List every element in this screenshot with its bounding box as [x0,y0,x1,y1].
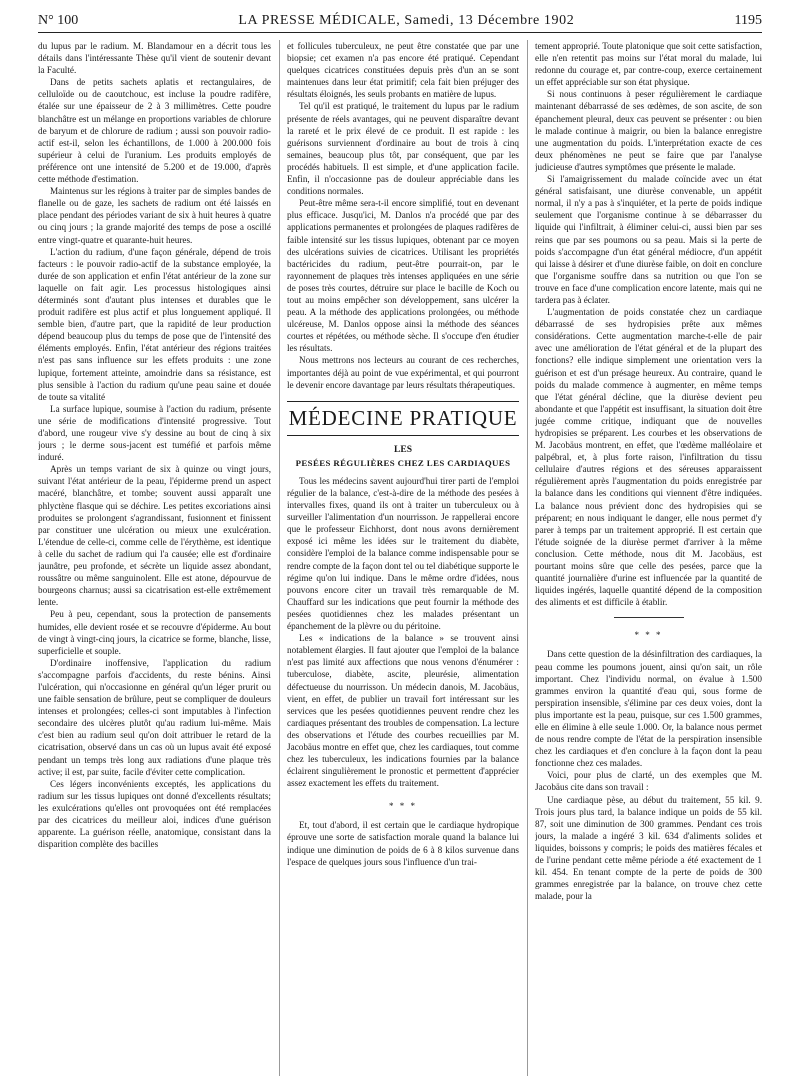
section-break-stars: * * * [634,630,663,641]
paragraph: Ces légers inconvénients exceptés, les applications du radium sur les tissus lupiques ont donné d'excellents résultats; les exulcérations qu'elles ont provoquées ont été remplacées par des cicatrices du meilleur aloi, indices d'une guérison apparente. La guérison réelle, anatomique, consistant dans la disparition complète des bacilles [38,778,271,850]
paragraph: Et, tout d'abord, il est certain que le cardiaque hydropique éprouve une sorte de satisfaction morale quand la balance lui indique une diminution de poids de 6 à 8 kilos survenue dans l'espace de quelques jours sous l'influence d'un trai- [287,820,519,867]
section-break-stars: * * * [389,801,417,812]
paragraph: Tel qu'il est pratiqué, le traitement du lupus par le radium présente de réels avantages, qui ne peuvent disparaître devant la rareté et le prix élevé de ce produit. Il est rapide : les guérisons surviennent d'ordinaire au bout de trois à cinq semaines, beaucoup plus tôt, par conséquent, que par les procédés habituels. Il est simple, et d'une application facile. Enfin, il n'occasionne pas de douleur appréciable dans les conditions normales. [287,101,519,197]
paragraph: Si l'amaigrissement du malade coïncide avec un état général satisfaisant, une diurèse convenable, un appétit normal, il n'y a pas à s'inquiéter, et la perte de poids indique seulement que l'organisme continue à se débarrasser du liquide qui l'infiltrait, à éliminer celui-ci, aussi bien par ses reins que par ses poumons ou sa peau. Mais si la perte de poids s'accompagne d'un état général médiocre, d'un appétit qui laisse à désirer et d'une diurèse faible, on doit en conclure que l'organisme souffre dans sa nutrition ou que l'on se trouve en face d'une complication encore latente, mais qui ne tardera pas à éclater. [535,174,762,305]
paragraph: tement approprié. Toute platonique que soit cette satisfaction, elle n'en retentit pas moins sur l'état moral du malade, lui redonne du courage et, par contre-coup, exerce certainement un effet appréciable sur son état physique. [535,41,762,88]
page-number: 1195 [734,13,762,28]
paragraph: Nous mettrons nos lecteurs au courant de ces recherches, importantes déjà au point de vue expérimental, et qui pourront le devenir encore davantage par leurs résultats thérapeutiques. [287,355,519,390]
column-2 [287,40,519,1082]
divider [614,617,684,618]
article-kicker: LES [394,444,412,455]
section-title: MÉDECINE PRATIQUE [287,401,519,436]
paragraph: et follicules tuberculeux, ne peut être constatée que par une biopsie; cet examen n'a pas encore été pratiqué. Cependant quelques cicatrices constituées depuis près d'un an se sont maintenues dans leur état primitif; cela fait bien préjuger des résultats éloignés, les seuls probants en matière de lupus. [287,41,519,100]
page-header [38,10,762,33]
paragraph: Maintenus sur les régions à traiter par de simples bandes de flanelle ou de gaze, les sachets de radium ont été laissés en place pendant des périodes variant de six à huit heures à quatre ou cinq jours ; la grande majorité des temps de pose a oscillé entre vingt-quatre et quarante-huit heures. [38,186,271,245]
paragraph: D'ordinaire inoffensive, l'application du radium s'accompagne parfois d'accidents, du reste bénins. Ainsi l'ulcération, qui n'occasionne en général qu'un léger prurit ou une faible sensation de brûlure, peut se compliquer de douleurs intenses et prolongées; celles-ci sont imputables à l'infection secondaire des ulcères plutôt qu'au radium lui-même. Mais c'est bien au radium seul qu'on doit attribuer le retard de la cicatrisation, observé dans un cas où un lupus avait été exposé pendant un temps très long aux radiations d'une plaque très active; il est, par suite, facile d'éviter cette complication. [38,657,271,777]
issue-number: N° 100 [38,13,79,28]
paragraph: Peu à peu, cependant, sous la protection de pansements humides, elle devient rosée et se recouvre d'épiderme. Au bout de vingt à vingt-cinq jours, la cicatrice se forme, blanche, lisse, superficielle et souple. [38,609,271,656]
paragraph: Tous les médecins savent aujourd'hui tirer parti de l'emploi régulier de la balance, c'est-à-dire de la méthode des pesées à intervalles fixes, quand ils ont à traiter un tuberculeux ou à surveiller l'alimentation d'un nourrisson. Je rappellerai encore que le professeur Eichhorst, dont nous avons dernièrement exposé ici même les idées sur le traitement du diabète, considère l'emploi de la balance comme indispensable pour se rendre compte de la façon dont tel ou tel diabétique supporte le régime qu'on lui indique. Dans le même ordre d'idées, nous pouvons encore citer un travail très remarquable de M. Chauffard sur les indications que peut fournir la méthode des pesées quotidiennes chez les malades présentant un épanchement de la plèvre ou du péritoine. [287,475,519,632]
column-rule [279,40,280,1076]
paragraph: Voici, pour plus de clarté, un des exemples que M. Jacobäus cite dans son travail : [535,770,762,793]
paragraph: Dans de petits sachets aplatis et rectangulaires, de celluloïde ou de caoutchouc, est incluse la poudre radifère, étalée sur une épaisseur de 2 à 3 millimètres. Cette poudre blanchâtre est un mélange en proportions variables de chlorure de baryum et de chlorure de radium ; aussi son pouvoir radio-actif est-il, selon les échantillons, de 1.000 à 200.000 fois supérieur à celui de l'uranium. Les produits employés de préférence ont une intensité de 5.200 et de 19.000, d'après cette méthode d'estimation. [38,77,271,185]
paragraph: Les « indications de la balance » se trouvent ainsi notablement élargies. Il faut ajouter que l'emploi de la balance n'est pas limité aux affections que nous venons d'énumérer : tuberculose, diabète, ascite, pleurésie, alimentation défectueuse du nourrisson. Un médecin danois, M. Jacobäus, vient, en effet, de publier un travail fort intéressant sur les services que les pesées quotidiennes peuvent rendre chez les cardiaques présentant des troubles de compensation. La lecture des observations et l'étude des courbes recueillies par M. Jacobäus montre en effet que, chez les cardiaques, tout comme chez les tuberculeux, les indications fournies par la balance éclairent singulièrement le pronostic et permettent d'apprécier assez exactement les effets du traitement. [287,633,519,789]
paragraph: Après un temps variant de six à quinze ou vingt jours, suivant l'état antérieur de la peau, l'épiderme prend un aspect macéré, blanchâtre, et tombe; souvent aussi apparaît une phlyctène flasque qui se déchire. Les petites excoriations ainsi produites se prolongent s'agrandissant, fusionnent et finissent par constituer une ulcération ou mieux une exulcération. L'étendue de celle-ci, comme celle de l'érythème, est identique à celle du sachet de radium qui l'a causée; elle est d'ordinaire jaunâtre, peu profonde, et sécrète un liquide assez abondant, roussâtre ou même sanguinolent. Elle est atone, dépourvue de bourgeons charnus; aussi sa cicatrisation est-elle extrêmement lente. [38,464,271,608]
paragraph: Si nous continuons à peser régulièrement le cardiaque maintenant débarrassé de ses œdèmes, de son ascite, de son épanchement pleural, deux cas peuvent se présenter : ou bien le malade continue à maigrir, ou bien la balance enregistre une augmentation du poids. L'interprétation exacte de ces deux phénomènes ne peut se faire que par l'analyse judicieuse d'autres symptômes que présente le malade. [535,89,762,172]
paragraph: du lupus par le radium. M. Blandamour en a décrit tous les détails dans l'intéressante Thèse qu'il vient de soutenir devant la Faculté. [38,41,271,76]
masthead-title: LA PRESSE MÉDICALE, Samedi, 13 Décembre 1902 [238,13,575,28]
paragraph: L'augmentation de poids constatée chez un cardiaque débarrassé de ses hydropisies prête aux mêmes considérations. Cette augmentation marche-t-elle de pair avec une amélioration de l'état général et de la plupart des fonctions? elle indique simplement une orientation vers la guérison et est d'un présage heureux. Au contraire, quand le poids du malade commence à augmenter, en même temps que l'état général décline, que la diurèse devient peu abondante et que l'appétit est insuffisant, la situation doit être jugée comme critique, indiquant que de nouvelles hydropisies se préparent. Les courbes et les observations de M. Jacobäus montrent, en effet, que l'œdème malléolaire et palpébral, et, à plus forte raison, l'infiltration du tissu cellulaire d'autres régions et des séreuses apparaissent régulièrement après l'augmentation du poids enregistrée par la balance dans les conditions qui viennent d'être indiquées. La balance nous prévient donc des hydropisies qui se préparent; en nous indiquant le danger, elle nous permet d'y parer à temps par un traitement approprié. Il est certain que l'étude soignée de la diurèse permet d'arriver à la même conclusion. Cette méthode, nous dit M. Jacobäus, est pourtant moins sûre que celle des pesées, parce que la quantité journalière d'urine est influencée par la quantité de liquides ingérés, laquelle quantité dépend de la composition des aliments et est difficile à établir. [535,307,762,608]
paragraph: Dans cette question de la désinfiltration des cardiaques, la peau comme les poumons jouent, ainsi qu'on sait, un rôle important. Chez l'individu normal, on évalue à 1.500 grammes environ la quantité d'eau qui, sous forme de perspiration insensible, s'élimine par ces deux voies, dont la plus importante est la peau, puisque, sur ces 1.500 grammes, elle en élimine à elle seule 1.000. Or, la balance nous permet de nous rendre compte de l'état de la perspiration insensible chez les cardiaques et d'en conclure à la façon dont la peau fonctionne chez ces malades. [535,649,762,769]
column-3 [535,40,762,1082]
column-1 [38,40,271,1082]
article-title: PESÉES RÉGULIÈRES CHEZ LES CARDIAQUES [295,457,511,468]
paragraph: Peut-être même sera-t-il encore simplifié, tout en devenant plus efficace. Jusqu'ici, M. Danlos n'a procédé que par des applications permanentes et prolongées de plaques radifères de faible intensité sur les tissus lupiques, obtenant par ce moyen des ulcérations suivies de cicatrices. Utilisant les propriétés bactéricides du radium, peut-être pourrait-on, par le rayonnement de plaques très intenses appliquées en une série de poses très courtes, détruire sur place le bacille de Koch ou tout au moins empêcher son développement, sans ulcérer la peau. A la méthode des applications prolongées, ou méthode ulcéreuse, M. Danlos oppose ainsi la méthode des séances courtes et répétées, ou méthode sèche. Il s'occupe d'en étudier les résultats. [287,198,519,354]
paragraph: Une cardiaque pèse, au début du traitement, 55 kil. 9. Trois jours plus tard, la balance indique un poids de 55 kil. 87, soit une diminution de 300 grammes. Pendant ces trois jours, la malade a ingéré 3 kil. 634 d'aliments solides et liquides, boissons y compris; le poids des matières fécales et de l'urine pendant cette même période a été exactement de 1 kil. 454. En tenant compte de la perte de poids de 300 grammes enregistrée par la balance, on trouve chez cette malade, pour la [535,794,762,902]
paragraph: L'action du radium, d'une façon générale, dépend de trois facteurs : le pouvoir radio-actif de la substance employée, la durée de son application et enfin l'état antérieur de la zone sur laquelle on fait agir. Les processus histologiques ainsi déterminés sont d'autant plus intenses et durables que le produit radifère est plus actif et plus longuement appliqué. Il semble bien, d'autre part, que la rapidité de leur production dépend beaucoup plus du temps de pose que de l'intensité des éléments employés. Enfin, l'état antérieur des régions traitées n'est pas sans influence sur les effets produits : une zone lupique, fortement atteinte, amoindrie dans sa résistance, est plus sensible à l'action du radium qu'une peau saine et douée de toute sa vitalité [38,246,271,402]
paragraph: La surface lupique, soumise à l'action du radium, présente une série de modifications d'intensité progressive. Tout d'abord, une rougeur vive s'y dessine au bout de cinq à six jours ; le derme sous-jacent est tuméfié et parfois même induré. [38,403,271,463]
column-rule [527,40,528,1076]
